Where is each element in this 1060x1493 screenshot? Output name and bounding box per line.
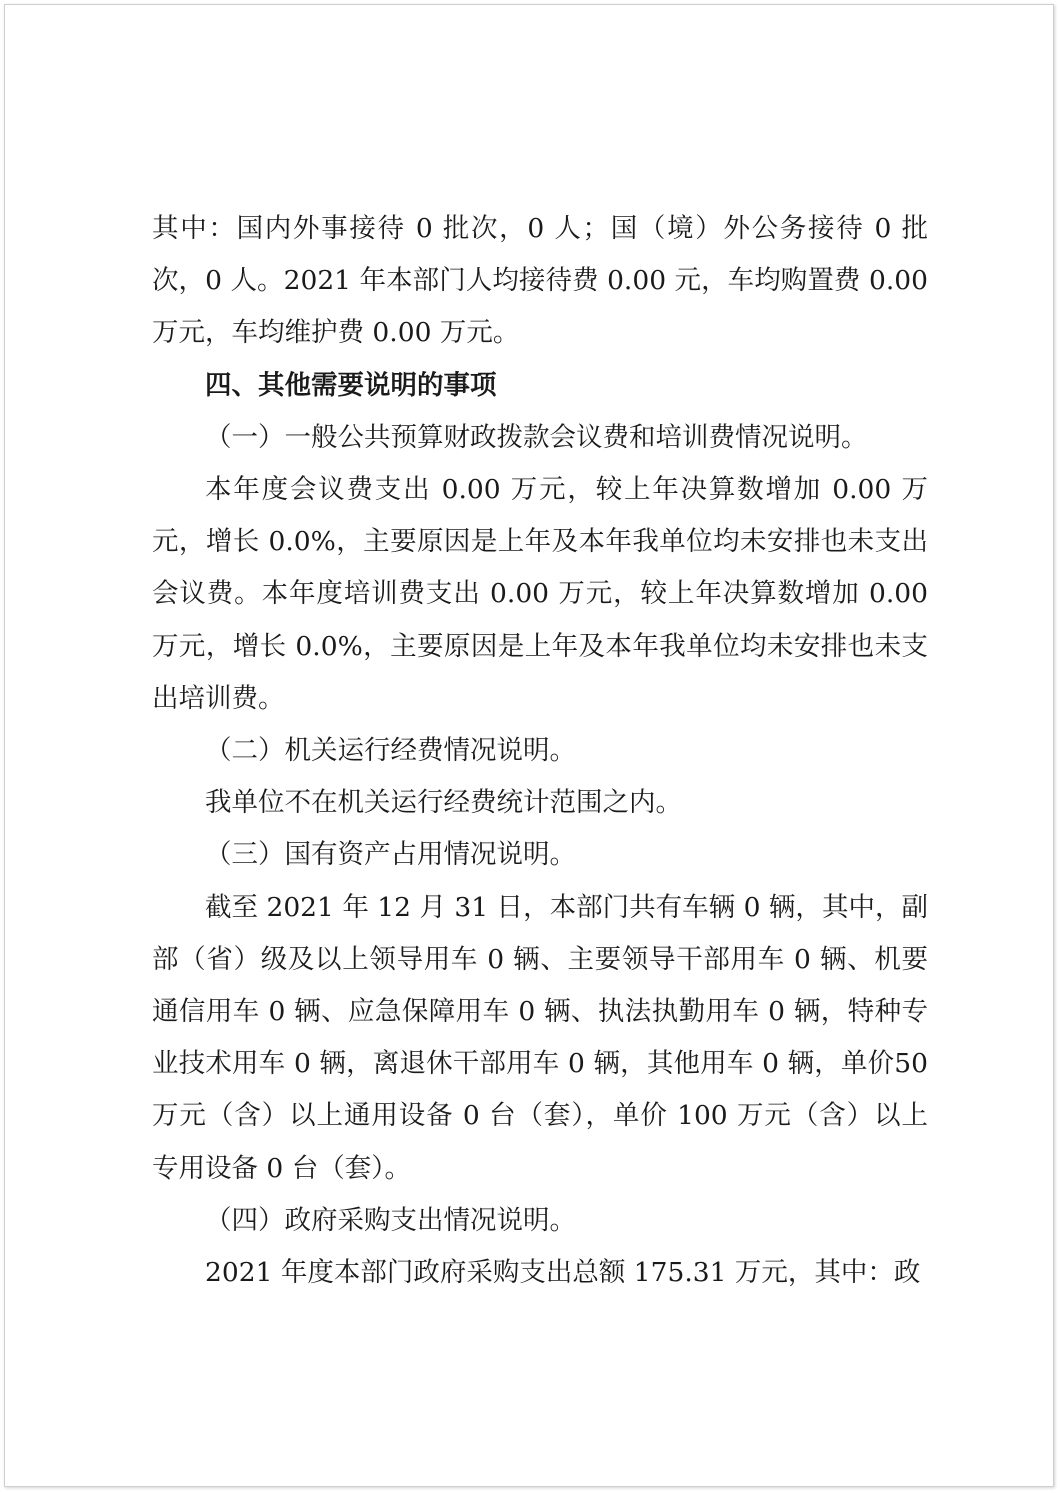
- paragraph-meeting-training-expenses: 本年度会议费支出 0.00 万元，较上年决算数增加 0.00 万元，增长 0.0%，主要原因是上年及本年我单位均未安排也未支出会议费。本年度培训费支出 0.00 万元，较上年决算数增加 0.00 万元，增长 0.0%，主要原因是上年及本年我单位均未安排也未支出培训费。: [152, 474, 928, 714]
- subsection-heading-state-assets: （三）国有资产占用情况说明。: [205, 839, 576, 871]
- paragraph-state-assets: 截至 2021 年 12 月 31 日，本部门共有车辆 0 辆，其中，副部（省）级及以上领导用车 0 辆、主要领导干部用车 0 辆、机要通信用车 0 辆、应急保障用车 0 辆、执法执勤用车 0 辆，特种专业技术用车 0 辆，离退休干部用车 0 辆，其他用车 0 辆，单价50 万元（含）以上通用设备 0 台（套），单价 100 万元（含）以上专用设备 0 台（套）。: [152, 891, 928, 1184]
- subsection-heading-meeting-training: （一）一般公共预算财政拨款会议费和培训费情况说明。: [205, 421, 868, 453]
- document-body: [152, 203, 928, 1299]
- paragraph-reception-stats: 其中：国内外事接待 0 批次，0 人；国（境）外公务接待 0 批次，0 人。2021 年本部门人均接待费 0.00 元，车均购置费 0.00 万元，车均维护费 0.00 万元。: [152, 213, 928, 349]
- paragraph-procurement: 2021 年度本部门政府采购支出总额 175.31 万元，其中：政: [205, 1257, 921, 1289]
- section-heading-other-matters: 四、其他需要说明的事项: [205, 369, 497, 401]
- subsection-heading-operating-funds: （二）机关运行经费情况说明。: [205, 735, 576, 767]
- paragraph-operating-funds: 我单位不在机关运行经费统计范围之内。: [205, 787, 682, 819]
- document-page: [4, 4, 1054, 1487]
- subsection-heading-procurement: （四）政府采购支出情况说明。: [205, 1204, 576, 1236]
